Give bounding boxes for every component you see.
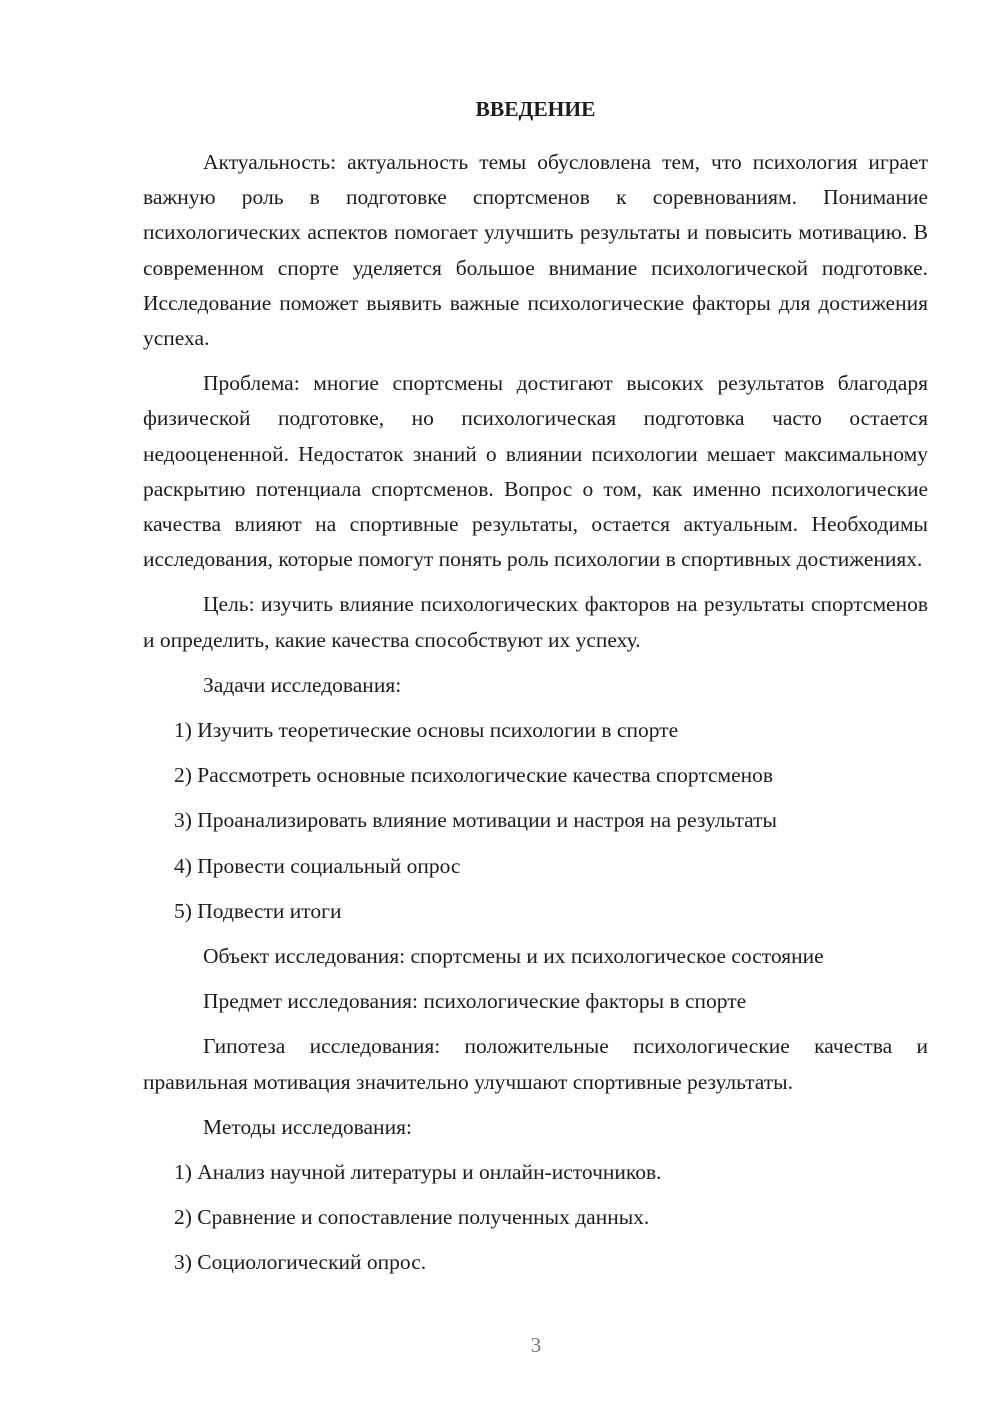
page-number: 3 xyxy=(530,1333,542,1357)
method-item-1: 1) Анализ научной литературы и онлайн-источников. xyxy=(174,1160,662,1185)
method-item-3: 3) Социологический опрос. xyxy=(174,1250,427,1275)
tasks-title: Задачи исследования: xyxy=(203,672,402,697)
research-subject: Предмет исследования: психологические факторы в спорте xyxy=(203,989,747,1014)
methods-title: Методы исследования: xyxy=(203,1114,412,1139)
task-item-1: 1) Изучить теоретические основы психологии в спорте xyxy=(174,718,679,743)
task-item-5: 5) Подвести итоги xyxy=(174,898,342,923)
section-heading: ВВЕДЕНИЕ xyxy=(475,97,596,121)
task-item-4: 4) Провести социальный опрос xyxy=(174,853,461,878)
relevance-paragraph: Актуальность: актуальность темы обусловлена тем, что психология играет важную роль в подготовке спортсменов к соревнованиям. Понимание психологических аспектов помогает улучшить результаты и повысить мотивацию. В современном спорте уделяется большое внимание психологической подготовке. Исследование поможет выявить важные психологические факторы для достижения успеха. xyxy=(143,150,928,351)
task-item-2: 2) Рассмотреть основные психологические качества спортсменов xyxy=(174,763,774,788)
goal-paragraph: Цель: изучить влияние психологических факторов на результаты спортсменов и определить, какие качества способствуют их успеху. xyxy=(143,592,928,652)
task-item-3: 3) Проанализировать влияние мотивации и настроя на результаты xyxy=(174,808,777,833)
problem-paragraph: Проблема: многие спортсмены достигают высоких результатов благодаря физической подготовке, но психологическая подготовка часто остается недооцененной. Недостаток знаний о влиянии психологии мешает максимальному раскрытию потенциала спортсменов. Вопрос о том, как именно психологические качества влияют на спортивные результаты, остается актуальным. Необходимы исследования, которые помогут понять роль психологии в спортивных достижениях. xyxy=(143,371,928,572)
research-object: Объект исследования: спортсмены и их психологическое состояние xyxy=(203,944,824,969)
method-item-2: 2) Сравнение и сопоставление полученных данных. xyxy=(174,1205,650,1230)
document-page xyxy=(143,92,928,1291)
hypothesis-paragraph: Гипотеза исследования: положительные психологические качества и правильная мотивация значительно улучшают спортивные результаты. xyxy=(143,1034,928,1094)
